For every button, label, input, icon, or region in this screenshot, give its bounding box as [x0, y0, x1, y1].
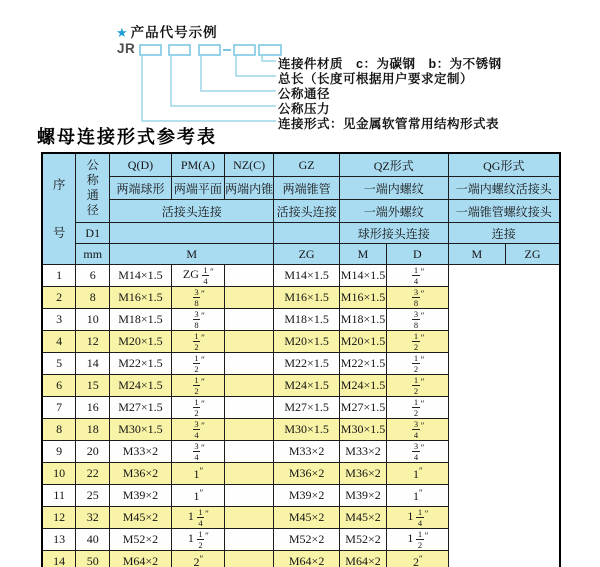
cell-zg: 1 $\frac{1}{4}$ ″ — [171, 507, 224, 529]
cell-qz-m — [225, 551, 274, 567]
header-code-nzc: NZ(C) — [225, 153, 274, 177]
cell-qg-m: M36×2 — [339, 463, 386, 485]
header-unit-qz-m: M — [339, 244, 386, 265]
cell-zg: ZG $\frac{1}{4}$ ″ — [171, 265, 224, 287]
table-row — [42, 309, 560, 331]
header-unit-qg-zg: ZG — [506, 244, 560, 265]
connector-line-form — [142, 56, 276, 121]
cell-qz-m — [225, 397, 274, 419]
cell-qz-d: M14×1.5 — [274, 265, 340, 287]
cell-zg: 2″ — [171, 551, 224, 567]
cell-seq: 6 — [42, 375, 76, 397]
table-row — [42, 265, 560, 287]
label-connector-material: 连接件材质 c：为碳钢 b：为不锈钢 — [278, 57, 502, 71]
cell-qg-m: M39×2 — [339, 485, 386, 507]
cell-zg: $\frac{1}{2}$ ″ — [171, 375, 224, 397]
cell-dn: 12 — [76, 331, 110, 353]
label-connection-form: 连接形式：见金属软管常用结构形式表 — [278, 117, 500, 131]
header-unit-qz-d: D — [387, 244, 449, 265]
cell-qz-d: M24×1.5 — [274, 375, 340, 397]
table-row — [42, 353, 560, 375]
cell-qg-zg: $\frac{3}{4}$ ″ — [387, 419, 449, 441]
header-desc-pma: 两端平面 — [171, 177, 224, 200]
cell-seq: 3 — [42, 309, 76, 331]
cell-qg-zg: $\frac{1}{4}$ ″ — [387, 265, 449, 287]
header-unit-zg: ZG — [274, 244, 340, 265]
header-code-qz: QZ形式 — [339, 153, 448, 177]
cell-qz-d: M36×2 — [274, 463, 340, 485]
cell-zg: $\frac{1}{2}$ ″ — [171, 331, 224, 353]
cell-zg: 1″ — [171, 485, 224, 507]
cell-zg: 1 $\frac{1}{2}$ ″ — [171, 529, 224, 551]
cell-qg-zg: $\frac{1}{2}$ ″ — [387, 375, 449, 397]
cell-qz-m — [225, 529, 274, 551]
cell-qg-m: M14×1.5 — [339, 265, 386, 287]
cell-seq: 8 — [42, 419, 76, 441]
connector-line-material — [262, 56, 276, 61]
cell-seq: 4 — [42, 331, 76, 353]
header-code-qd: Q(D) — [110, 153, 172, 177]
cell-dn: 25 — [76, 485, 110, 507]
cell-seq: 5 — [42, 353, 76, 375]
cell-m: M45×2 — [110, 507, 172, 529]
table-row — [42, 463, 560, 485]
cell-qz-d: M18×1.5 — [274, 309, 340, 331]
cell-m: M27×1.5 — [110, 397, 172, 419]
cell-qg-m: M18×1.5 — [339, 309, 386, 331]
cell-qg-zg: $\frac{1}{2}$ ″ — [387, 331, 449, 353]
cell-dn: 22 — [76, 463, 110, 485]
cell-qg-m: M33×2 — [339, 441, 386, 463]
cell-qz-m — [225, 375, 274, 397]
header-union-connection: 活接头连接 — [110, 200, 274, 223]
cell-zg: $\frac{1}{2}$ ″ — [171, 353, 224, 375]
cell-m: M39×2 — [110, 485, 172, 507]
cell-qg-m: M16×1.5 — [339, 287, 386, 309]
cell-m: M30×1.5 — [110, 419, 172, 441]
cell-qg-zg: 1 $\frac{1}{4}$ ″ — [387, 507, 449, 529]
table-row — [42, 529, 560, 551]
cell-qg-zg: $\frac{3}{8}$ ″ — [387, 309, 449, 331]
cell-seq: 11 — [42, 485, 76, 507]
header-desc-qg: 一端内螺纹活接头 — [448, 177, 560, 200]
cell-zg: 1″ — [171, 463, 224, 485]
cell-qg-m: M30×1.5 — [339, 419, 386, 441]
cell-qz-d: M45×2 — [274, 507, 340, 529]
table-row — [42, 551, 560, 567]
cell-m: M64×2 — [110, 551, 172, 567]
table-row — [42, 419, 560, 441]
cell-qz-d: M27×1.5 — [274, 397, 340, 419]
label-total-length: 总长（长度可根据用户要求定制） — [278, 72, 474, 86]
table-body — [42, 265, 560, 567]
cell-qg-m: M22×1.5 — [339, 353, 386, 375]
header-connection-qg: 连接 — [448, 223, 560, 244]
cell-dn: 50 — [76, 551, 110, 567]
cell-seq: 13 — [42, 529, 76, 551]
header-desc-nzc: 两端内锥 — [225, 177, 274, 200]
cell-qg-zg: $\frac{3}{8}$ ″ — [387, 287, 449, 309]
cell-qg-m: M52×2 — [339, 529, 386, 551]
cell-qg-zg: $\frac{3}{4}$ ″ — [387, 441, 449, 463]
cell-dn: 15 — [76, 375, 110, 397]
cell-dn: 14 — [76, 353, 110, 375]
header-blank-gz — [274, 223, 340, 244]
cell-seq: 9 — [42, 441, 76, 463]
cell-m: M33×2 — [110, 441, 172, 463]
cell-m: M16×1.5 — [110, 287, 172, 309]
cell-qg-zg: 1 $\frac{1}{2}$ ″ — [387, 529, 449, 551]
nut-connection-table — [41, 152, 561, 567]
table-row — [42, 331, 560, 353]
header-union-connection-gz: 活接头连接 — [274, 200, 340, 223]
header-external-thread-qz: 一端外螺纹 — [339, 200, 448, 223]
cell-qg-m: M27×1.5 — [339, 397, 386, 419]
cell-qg-zg: 1″ — [387, 485, 449, 507]
table-row — [42, 441, 560, 463]
header-mm: mm — [76, 244, 110, 265]
cell-qz-m — [225, 265, 274, 287]
connector-line-length — [236, 56, 276, 76]
header-nominal-diameter: 公称通径 — [76, 153, 110, 223]
label-nominal-diameter: 公称通径 — [278, 87, 331, 101]
header-blank-m-group — [110, 223, 274, 244]
cell-qz-m — [225, 419, 274, 441]
cell-qg-m: M20×1.5 — [339, 331, 386, 353]
cell-dn: 40 — [76, 529, 110, 551]
cell-zg: $\frac{3}{4}$ ″ — [171, 419, 224, 441]
cell-zg: $\frac{3}{8}$ ″ — [171, 309, 224, 331]
cell-seq: 14 — [42, 551, 76, 567]
cell-qz-d: M20×1.5 — [274, 331, 340, 353]
cell-zg: $\frac{3}{8}$ ″ — [171, 287, 224, 309]
table-row — [42, 485, 560, 507]
code-box-2 — [169, 45, 190, 55]
cell-m: M24×1.5 — [110, 375, 172, 397]
cell-m: M22×1.5 — [110, 353, 172, 375]
header-taper-thread-qg: 一端锥管螺纹接头 — [448, 200, 560, 223]
code-box-1 — [140, 45, 161, 55]
cell-dn: 32 — [76, 507, 110, 529]
cell-qz-d: M22×1.5 — [274, 353, 340, 375]
cell-qz-m — [225, 287, 274, 309]
code-box-3 — [199, 45, 220, 55]
table-row — [42, 287, 560, 309]
header-seq: 序号 — [42, 153, 76, 265]
cell-qg-zg: 1″ — [387, 463, 449, 485]
cell-zg: $\frac{1}{2}$ ″ — [171, 397, 224, 419]
cell-dn: 6 — [76, 265, 110, 287]
header-code-gz: GZ — [274, 153, 340, 177]
code-box-4 — [234, 45, 255, 55]
cell-qz-m — [225, 507, 274, 529]
cell-seq: 2 — [42, 287, 76, 309]
table-row — [42, 375, 560, 397]
connector-line-pressure — [171, 56, 276, 106]
cell-seq: 10 — [42, 463, 76, 485]
cell-dn: 18 — [76, 419, 110, 441]
cell-qg-zg: 2″ — [387, 551, 449, 567]
header-unit-qg-m: M — [448, 244, 505, 265]
cell-qz-d: M39×2 — [274, 485, 340, 507]
header-code-qg: QG形式 — [448, 153, 560, 177]
header-d1: D1 — [76, 223, 110, 244]
cell-qz-d: M52×2 — [274, 529, 340, 551]
cell-qg-zg: $\frac{1}{2}$ ″ — [387, 353, 449, 375]
label-nominal-pressure: 公称压力 — [278, 102, 331, 116]
table-row — [42, 507, 560, 529]
table-title: 螺母连接形式参考表 — [37, 127, 217, 147]
table-row — [42, 397, 560, 419]
header-desc-qd: 两端球形 — [110, 177, 172, 200]
cell-seq: 1 — [42, 265, 76, 287]
cell-zg: $\frac{3}{4}$ ″ — [171, 441, 224, 463]
cell-m: M14×1.5 — [110, 265, 172, 287]
cell-dn: 20 — [76, 441, 110, 463]
cell-dn: 8 — [76, 287, 110, 309]
cell-qz-d: M33×2 — [274, 441, 340, 463]
header-ball-joint-connection: 球形接头连接 — [339, 223, 448, 244]
cell-qg-m: M45×2 — [339, 507, 386, 529]
cell-qz-m — [225, 441, 274, 463]
header-unit-m: M — [110, 244, 274, 265]
cell-qz-d: M30×1.5 — [274, 419, 340, 441]
cell-qg-zg: $\frac{1}{2}$ ″ — [387, 397, 449, 419]
cell-qz-m — [225, 485, 274, 507]
cell-seq: 12 — [42, 507, 76, 529]
header-desc-qz: 一端内螺纹 — [339, 177, 448, 200]
cell-qg-m: M64×2 — [339, 551, 386, 567]
cell-qz-m — [225, 309, 274, 331]
cell-qz-m — [225, 353, 274, 375]
cell-qz-d: M64×2 — [274, 551, 340, 567]
cell-qz-d: M16×1.5 — [274, 287, 340, 309]
cell-qz-m — [225, 331, 274, 353]
star-icon: ★ — [116, 25, 129, 40]
cell-dn: 16 — [76, 397, 110, 419]
product-code-prefix: JR — [117, 41, 136, 56]
header-desc-gz: 两端锥管 — [274, 177, 340, 200]
cell-qg-m: M24×1.5 — [339, 375, 386, 397]
cell-m: M52×2 — [110, 529, 172, 551]
cell-m: M20×1.5 — [110, 331, 172, 353]
cell-dn: 10 — [76, 309, 110, 331]
product-code-example-text: 产品代号示例 — [130, 25, 218, 40]
cell-qz-m — [225, 463, 274, 485]
cell-m: M18×1.5 — [110, 309, 172, 331]
cell-seq: 7 — [42, 397, 76, 419]
cell-m: M36×2 — [110, 463, 172, 485]
header-code-pma: PM(A) — [171, 153, 224, 177]
